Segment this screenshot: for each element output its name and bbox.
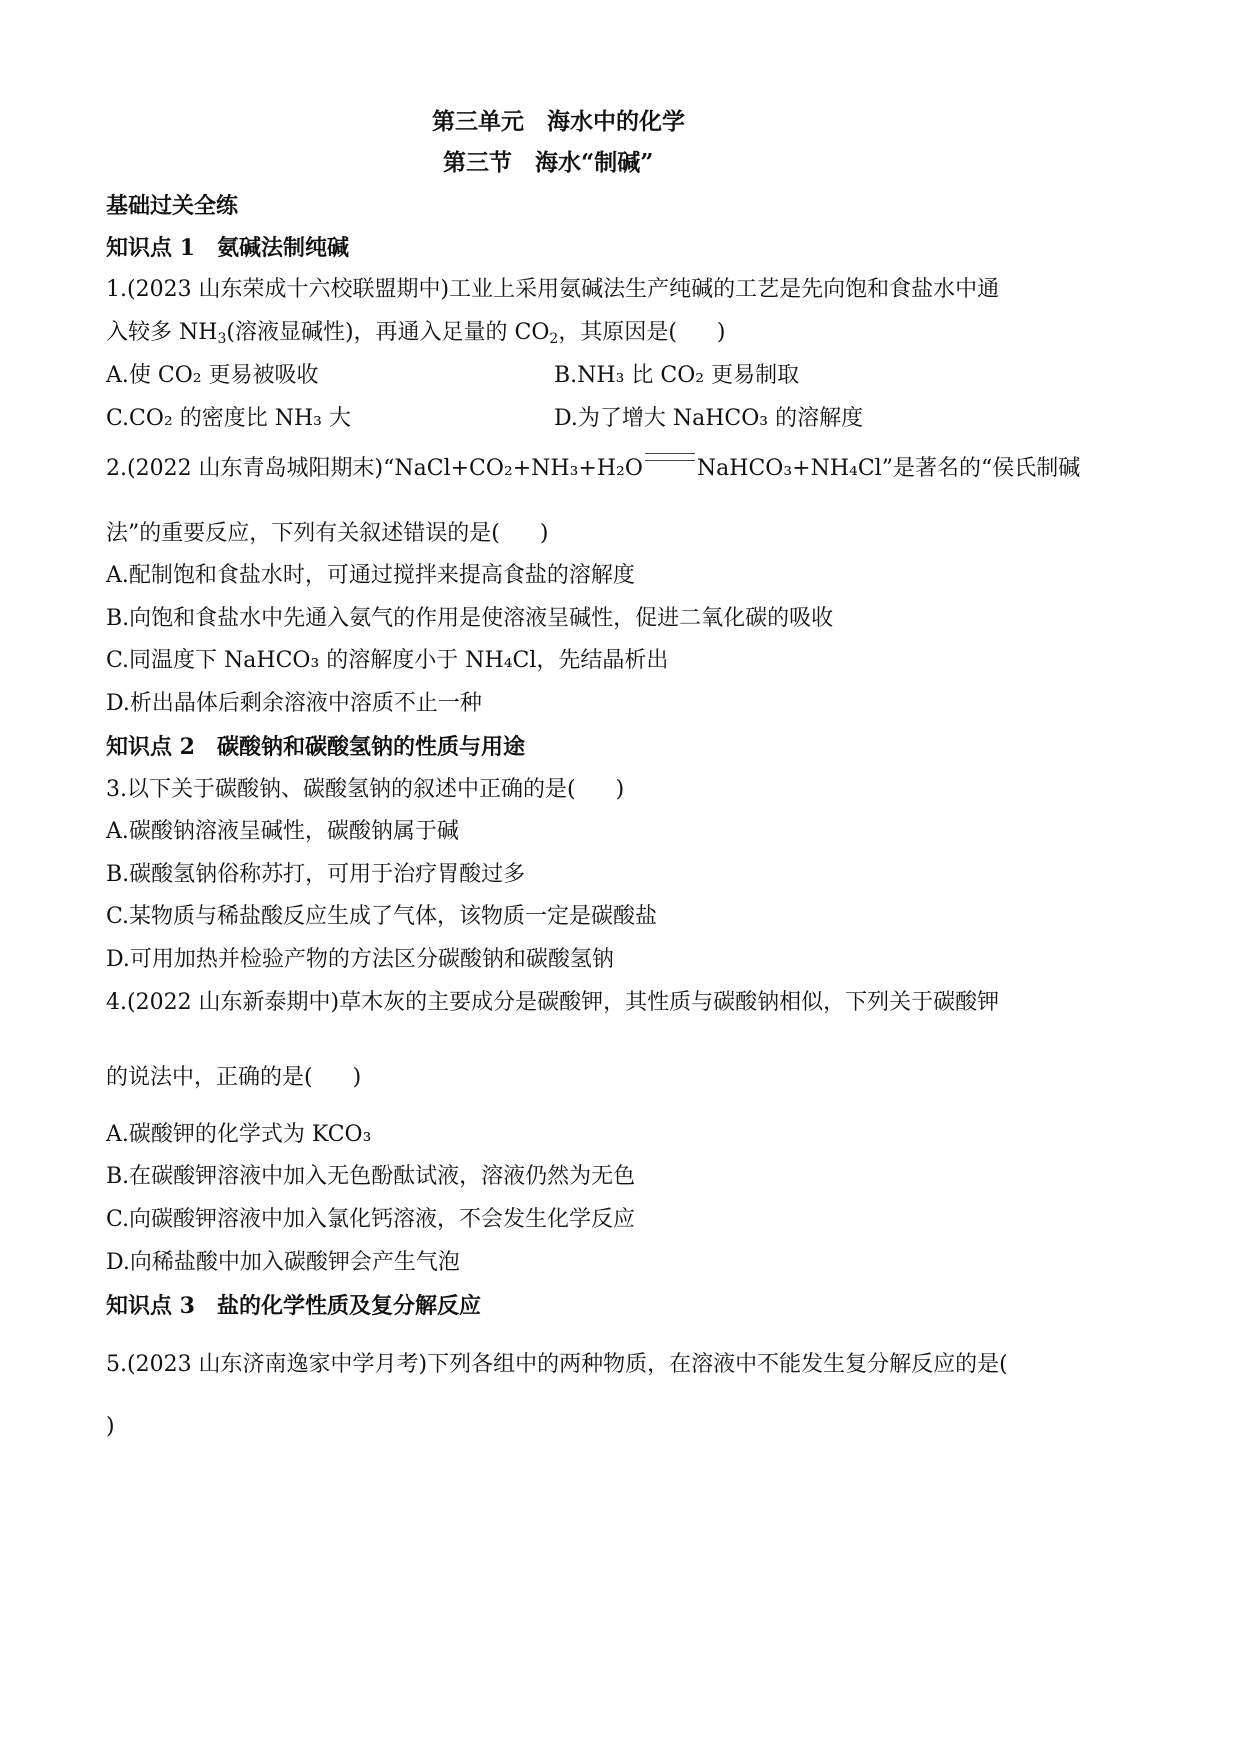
q3-option-a: A.碳酸钠溶液呈碱性，碳酸钠属于碱 [106,819,459,844]
practice-heading: 基础过关全练 [106,193,239,219]
q2-stem-line1: 2.(2022 山东青岛城阳期末)“NaCl+CO₂+NH₃+H₂O NaHCO₃+NH₄Cl”是著名的“侯氏制碱 [106,453,1080,484]
equals-sign-icon [645,453,695,461]
knowledge-point-3: 知识点 3 盐的化学性质及复分解反应 [106,1293,481,1319]
q4-stem-line1: 4.(2022 山东新泰期中)草木灰的主要成分是碳酸钾，其性质与碳酸钠相似，下列关于碳酸钾 [106,990,1000,1015]
q4-option-a: A.碳酸钾的化学式为 KCO₃ [106,1122,372,1147]
q1-option-c: C.CO₂ 的密度比 NH₃ 大 [106,406,351,431]
q5-stem-line1: 5.(2023 山东济南逸家中学月考)下列各组中的两种物质，在溶液中不能发生复分解反应的是( [106,1352,1008,1377]
q4-option-b: B.在碳酸钾溶液中加入无色酚酞试液，溶液仍然为无色 [106,1164,636,1189]
q1-option-b: B.NH₃ 比 CO₂ 更易制取 [554,363,800,388]
q2-option-b: B.向饱和食盐水中先通入氨气的作用是使溶液呈碱性，促进二氧化碳的吸收 [106,606,834,631]
knowledge-point-1: 知识点 1 氨碱法制纯碱 [106,235,349,261]
knowledge-point-2: 知识点 2 碳酸钠和碳酸氢钠的性质与用途 [106,734,525,760]
q4-stem-line2: 的说法中，正确的是( ) [106,1065,362,1090]
q5-stem-line2: ) [106,1414,115,1439]
q1-option-a: A.使 CO₂ 更易被吸收 [106,363,319,388]
q4-option-c: C.向碳酸钾溶液中加入氯化钙溶液，不会发生化学反应 [106,1207,636,1232]
q1-stem-line1: 1.(2023 山东荣成十六校联盟期中)工业上采用氨碱法生产纯碱的工艺是先向饱和食盐水中通 [106,277,1000,302]
q2-stem-line2: 法”的重要反应，下列有关叙述错误的是( ) [106,521,549,546]
q3-option-d: D.可用加热并检验产物的方法区分碳酸钠和碳酸氢钠 [106,947,614,972]
q2-option-d: D.析出晶体后剩余溶液中溶质不止一种 [106,691,482,716]
q3-stem: 3.以下关于碳酸钠、碳酸氢钠的叙述中正确的是( ) [106,777,625,802]
q2-option-c: C.同温度下 NaHCO₃ 的溶解度小于 NH₄Cl，先结晶析出 [106,648,669,673]
section-title: 第三节 海水“制碱” [443,149,654,176]
q3-option-b: B.碳酸氢钠俗称苏打，可用于治疗胃酸过多 [106,862,526,887]
q1-stem-line2: 入较多 $NH_3$(溶液显碱性)，再通入足量的 $CO_2$，其原因是( ) [106,320,726,347]
q3-option-c: C.某物质与稀盐酸反应生成了气体，该物质一定是碳酸盐 [106,904,658,929]
q4-option-d: D.向稀盐酸中加入碳酸钾会产生气泡 [106,1250,460,1275]
q1-option-d: D.为了增大 NaHCO₃ 的溶解度 [554,406,864,431]
unit-title: 第三单元 海水中的化学 [432,108,685,135]
q2-option-a: A.配制饱和食盐水时，可通过搅拌来提高食盐的溶解度 [106,563,635,588]
